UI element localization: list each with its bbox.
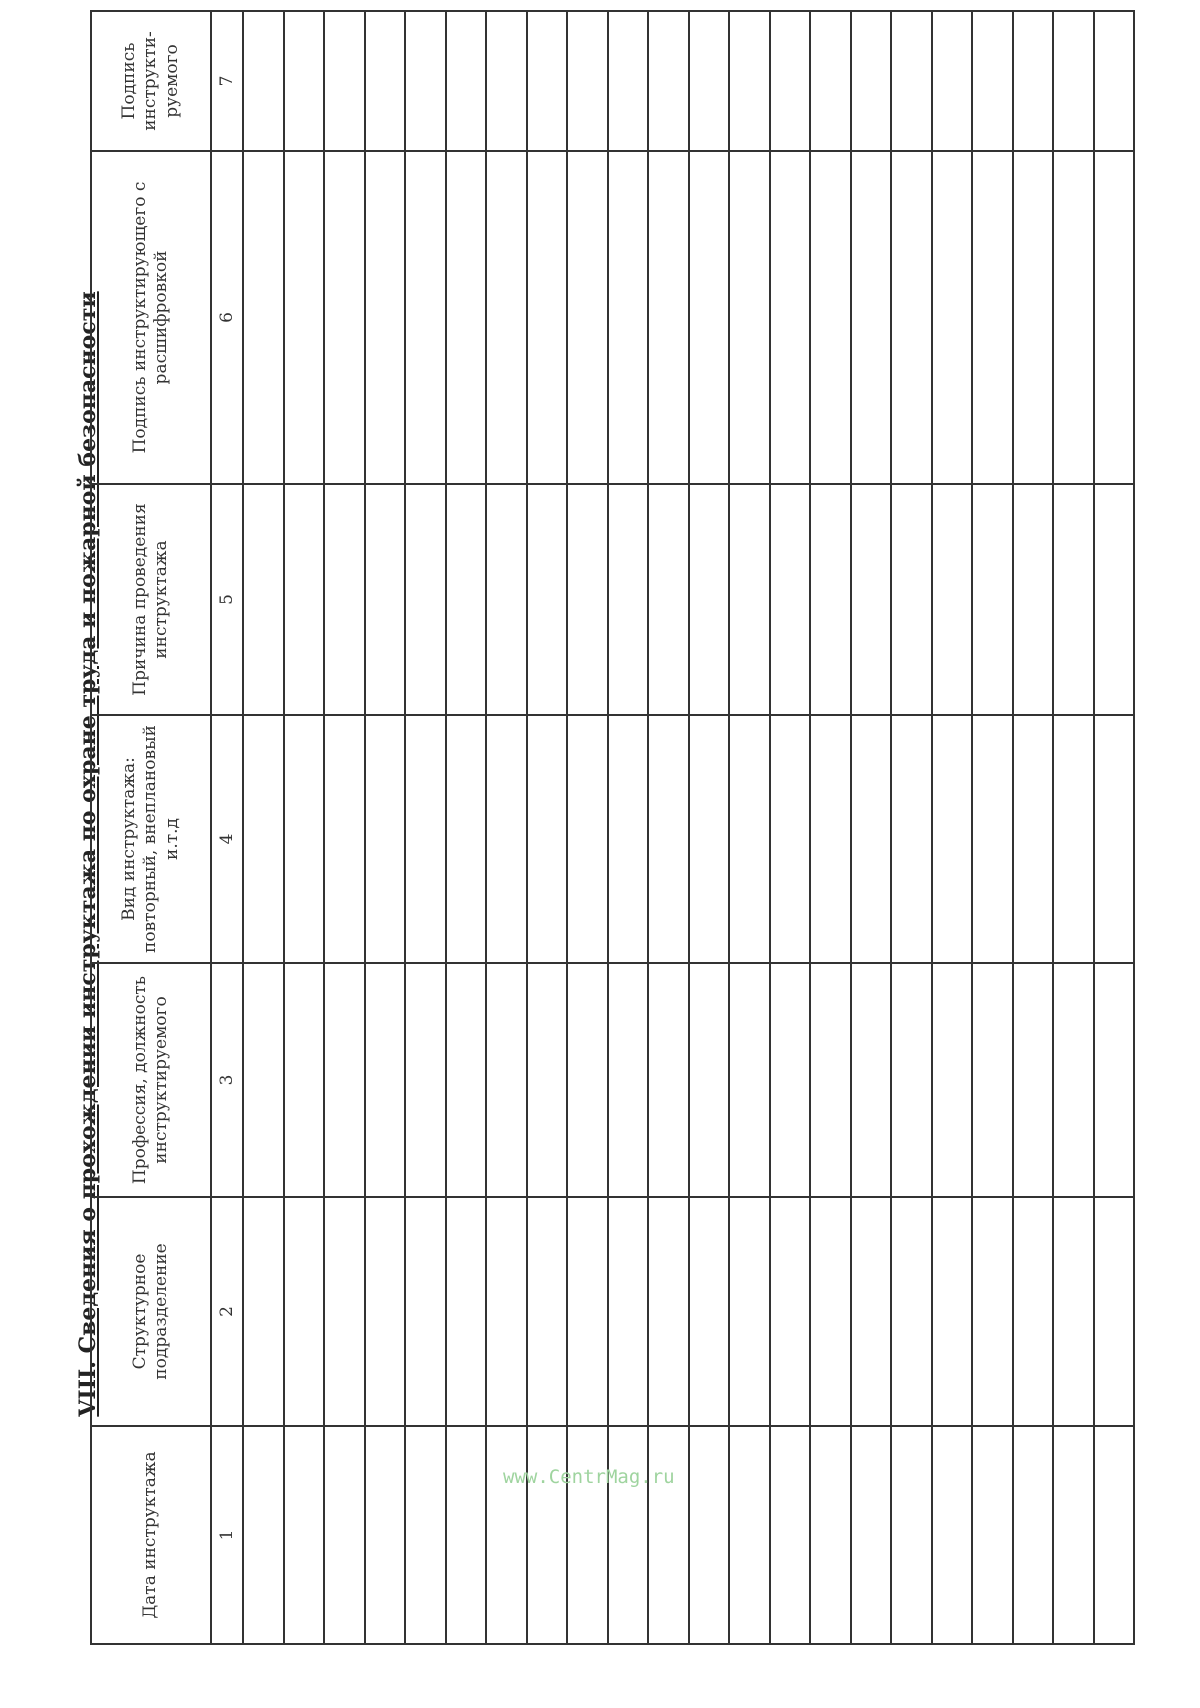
table-row (972, 11, 1013, 1644)
table-row (567, 11, 608, 1644)
table-cell[interactable] (284, 715, 325, 963)
table-cell[interactable] (891, 963, 932, 1197)
table-cell[interactable] (1013, 715, 1054, 963)
table-row (608, 11, 649, 1644)
table-cell[interactable] (1053, 963, 1094, 1197)
page-title-text: VIII. Сведения о прохождении инструктажа по охране труда и пожарной безопасности (75, 291, 101, 1417)
table-cell[interactable] (243, 151, 284, 484)
table-cell[interactable] (486, 151, 527, 484)
table-cell[interactable] (405, 484, 446, 715)
table-cell[interactable] (486, 1197, 527, 1426)
table-cell[interactable] (729, 1426, 770, 1644)
column-header-profession: Профессия, должность инструктируемого (91, 963, 211, 1197)
table-cell[interactable] (891, 1197, 932, 1426)
table-cell[interactable] (1053, 715, 1094, 963)
table-cell[interactable] (608, 1197, 649, 1426)
table-row (446, 11, 487, 1644)
table-cell[interactable] (851, 11, 892, 151)
table-cell[interactable] (770, 151, 811, 484)
table-cell[interactable] (810, 1197, 851, 1426)
table-cell[interactable] (486, 715, 527, 963)
table-cell[interactable] (567, 484, 608, 715)
table-cell[interactable] (648, 1426, 689, 1644)
table-cell[interactable] (567, 715, 608, 963)
table-row (689, 11, 730, 1644)
table-cell[interactable] (891, 11, 932, 151)
table-cell[interactable] (567, 11, 608, 151)
table-cell[interactable] (608, 151, 649, 484)
table-cell[interactable] (729, 715, 770, 963)
table-cell[interactable] (972, 484, 1013, 715)
table-cell[interactable] (486, 1426, 527, 1644)
form-body (243, 11, 1134, 1644)
table-cell[interactable] (243, 1426, 284, 1644)
table-cell[interactable] (1013, 484, 1054, 715)
table-cell[interactable] (324, 1197, 365, 1426)
table-cell[interactable] (567, 963, 608, 1197)
table-cell[interactable] (972, 715, 1013, 963)
column-number-7: 7 (211, 11, 243, 151)
table-cell[interactable] (324, 11, 365, 151)
table-cell[interactable] (1094, 1426, 1135, 1644)
table-cell[interactable] (365, 151, 406, 484)
table-cell[interactable] (851, 715, 892, 963)
table-cell[interactable] (1053, 1426, 1094, 1644)
column-number-row (211, 11, 243, 1644)
table-cell[interactable] (365, 963, 406, 1197)
table-cell[interactable] (446, 151, 487, 484)
column-header-trainee-signature: Подпись инструкти-руемого (91, 11, 211, 151)
table-cell[interactable] (365, 1197, 406, 1426)
table-row (1013, 11, 1054, 1644)
table-row (648, 11, 689, 1644)
table-row (891, 11, 932, 1644)
column-header-reason: Причина проведения инструктажа (91, 484, 211, 715)
table-cell[interactable] (1094, 963, 1135, 1197)
table-cell[interactable] (1013, 1197, 1054, 1426)
table-cell[interactable] (851, 1197, 892, 1426)
column-number-5: 5 (211, 484, 243, 715)
table-cell[interactable] (243, 715, 284, 963)
table-row (1053, 11, 1094, 1644)
table-cell[interactable] (446, 1426, 487, 1644)
table-cell[interactable] (1053, 484, 1094, 715)
table-cell[interactable] (1094, 484, 1135, 715)
column-number-6: 6 (211, 151, 243, 484)
table-row (486, 11, 527, 1644)
table-cell[interactable] (689, 1197, 730, 1426)
table-cell[interactable] (284, 151, 325, 484)
table-cell[interactable] (405, 11, 446, 151)
table-cell[interactable] (810, 484, 851, 715)
table-cell[interactable] (851, 963, 892, 1197)
table-cell[interactable] (446, 484, 487, 715)
table-cell[interactable] (243, 1197, 284, 1426)
table-cell[interactable] (648, 151, 689, 484)
table-cell[interactable] (365, 484, 406, 715)
table-cell[interactable] (608, 11, 649, 151)
table-cell[interactable] (648, 715, 689, 963)
table-cell[interactable] (972, 1197, 1013, 1426)
table-cell[interactable] (365, 11, 406, 151)
table-cell[interactable] (405, 151, 446, 484)
table-cell[interactable] (770, 1426, 811, 1644)
table-cell[interactable] (851, 484, 892, 715)
column-number-3: 3 (211, 963, 243, 1197)
table-cell[interactable] (891, 1426, 932, 1644)
table-cell[interactable] (284, 11, 325, 151)
table-cell[interactable] (932, 484, 973, 715)
table-cell[interactable] (1013, 963, 1054, 1197)
table-cell[interactable] (729, 1197, 770, 1426)
table-cell[interactable] (689, 715, 730, 963)
table-cell[interactable] (486, 11, 527, 151)
table-cell[interactable] (810, 1426, 851, 1644)
table-cell[interactable] (527, 715, 568, 963)
table-cell[interactable] (810, 963, 851, 1197)
table-cell[interactable] (891, 715, 932, 963)
column-number-2: 2 (211, 1197, 243, 1426)
table-cell[interactable] (446, 11, 487, 151)
table-cell[interactable] (608, 484, 649, 715)
table-cell[interactable] (527, 484, 568, 715)
table-cell[interactable] (405, 1426, 446, 1644)
column-header-instructor-signature: Подпись инструктирующего с расшифровкой (91, 151, 211, 484)
table-row (810, 11, 851, 1644)
table-cell[interactable] (243, 963, 284, 1197)
table-cell[interactable] (932, 11, 973, 151)
table-row (527, 11, 568, 1644)
table-cell[interactable] (972, 11, 1013, 151)
table-cell[interactable] (810, 11, 851, 151)
table-cell[interactable] (446, 1197, 487, 1426)
table-row (770, 11, 811, 1644)
table-cell[interactable] (243, 11, 284, 151)
table-cell[interactable] (648, 11, 689, 151)
table-cell[interactable] (770, 963, 811, 1197)
table-row (284, 11, 325, 1644)
table-row (851, 11, 892, 1644)
table-cell[interactable] (932, 715, 973, 963)
table-cell[interactable] (608, 715, 649, 963)
table-cell[interactable] (770, 484, 811, 715)
table-cell[interactable] (689, 11, 730, 151)
table-cell[interactable] (365, 1426, 406, 1644)
table-cell[interactable] (243, 484, 284, 715)
table-cell[interactable] (284, 963, 325, 1197)
table-cell[interactable] (972, 151, 1013, 484)
table-row (405, 11, 446, 1644)
table-cell[interactable] (527, 963, 568, 1197)
table-cell[interactable] (1094, 11, 1135, 151)
column-number-4: 4 (211, 715, 243, 963)
table-cell[interactable] (324, 151, 365, 484)
table-cell[interactable] (1053, 151, 1094, 484)
header-row (91, 11, 211, 1644)
instruction-log-table (90, 10, 1135, 1645)
table-cell[interactable] (972, 1426, 1013, 1644)
instruction-log-form (90, 31, 1135, 1645)
table-cell[interactable] (284, 1426, 325, 1644)
table-cell[interactable] (324, 1426, 365, 1644)
table-cell[interactable] (932, 1426, 973, 1644)
table-cell[interactable] (1094, 715, 1135, 963)
table-cell[interactable] (689, 484, 730, 715)
table-cell[interactable] (486, 484, 527, 715)
table-cell[interactable] (608, 1426, 649, 1644)
watermark: www.CentrMag.ru (503, 1466, 675, 1488)
table-cell[interactable] (770, 715, 811, 963)
table-cell[interactable] (486, 963, 527, 1197)
table-cell[interactable] (567, 1426, 608, 1644)
table-cell[interactable] (810, 151, 851, 484)
table-cell[interactable] (527, 1426, 568, 1644)
table-cell[interactable] (405, 1197, 446, 1426)
table-cell[interactable] (1094, 1197, 1135, 1426)
table-cell[interactable] (689, 1426, 730, 1644)
table-cell[interactable] (567, 151, 608, 484)
table-row (324, 11, 365, 1644)
column-header-department: Структурное подразделение (91, 1197, 211, 1426)
table-row (729, 11, 770, 1644)
table-cell[interactable] (1013, 151, 1054, 484)
table-cell[interactable] (689, 151, 730, 484)
table-cell[interactable] (1013, 11, 1054, 151)
table-cell[interactable] (770, 1197, 811, 1426)
table-cell[interactable] (689, 963, 730, 1197)
table-cell[interactable] (324, 963, 365, 1197)
table-cell[interactable] (324, 715, 365, 963)
table-cell[interactable] (284, 484, 325, 715)
table-cell[interactable] (729, 484, 770, 715)
table-cell[interactable] (365, 715, 406, 963)
table-cell[interactable] (527, 1197, 568, 1426)
table-cell[interactable] (1053, 11, 1094, 151)
table-cell[interactable] (1053, 1197, 1094, 1426)
table-cell[interactable] (527, 11, 568, 151)
table-cell[interactable] (729, 963, 770, 1197)
table-cell[interactable] (851, 151, 892, 484)
column-number-1: 1 (211, 1426, 243, 1644)
table-row (365, 11, 406, 1644)
table-cell[interactable] (729, 151, 770, 484)
table-cell[interactable] (851, 1426, 892, 1644)
table-cell[interactable] (446, 963, 487, 1197)
table-cell[interactable] (932, 151, 973, 484)
table-cell[interactable] (729, 11, 770, 151)
table-cell[interactable] (284, 1197, 325, 1426)
table-cell[interactable] (648, 1197, 689, 1426)
table-cell[interactable] (932, 963, 973, 1197)
table-row (243, 11, 284, 1644)
table-cell[interactable] (446, 715, 487, 963)
table-cell[interactable] (405, 963, 446, 1197)
table-cell[interactable] (608, 963, 649, 1197)
table-cell[interactable] (891, 484, 932, 715)
table-cell[interactable] (527, 151, 568, 484)
table-row (1094, 11, 1135, 1644)
table-cell[interactable] (891, 151, 932, 484)
table-cell[interactable] (810, 715, 851, 963)
table-cell[interactable] (932, 1197, 973, 1426)
table-cell[interactable] (972, 963, 1013, 1197)
column-header-instruction-type: Вид инструктажа: повторный, внеплановый и.т.д (91, 715, 211, 963)
table-cell[interactable] (567, 1197, 608, 1426)
table-cell[interactable] (1094, 151, 1135, 484)
column-header-date: Дата инструктажа (91, 1426, 211, 1644)
table-cell[interactable] (324, 484, 365, 715)
table-cell[interactable] (405, 715, 446, 963)
table-cell[interactable] (770, 11, 811, 151)
table-cell[interactable] (648, 484, 689, 715)
table-cell[interactable] (1013, 1426, 1054, 1644)
table-cell[interactable] (648, 963, 689, 1197)
table-row (932, 11, 973, 1644)
